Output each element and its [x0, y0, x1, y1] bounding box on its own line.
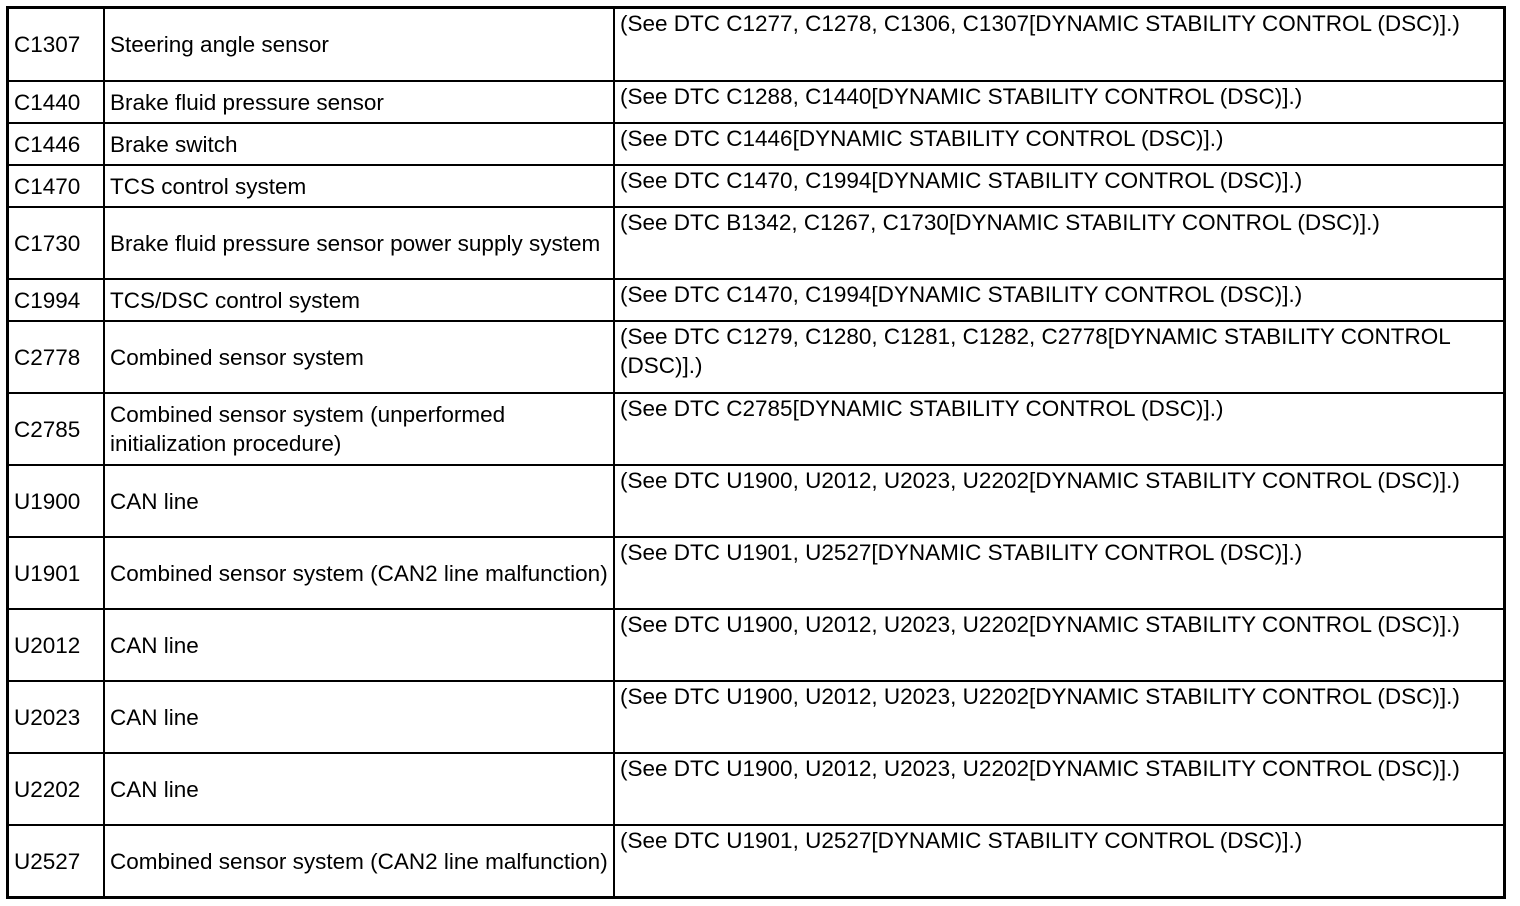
table-row: [9, 465, 1503, 537]
dtc-code-cell: C1307: [9, 9, 104, 81]
dtc-code-cell: C1730: [9, 207, 104, 279]
table-row: [9, 207, 1503, 279]
dtc-name-cell: Steering angle sensor: [104, 9, 614, 81]
dtc-reference-cell: (See DTC C1279, C1280, C1281, C1282, C2778[DYNAMIC STABILITY CONTROL (DSC)].): [614, 321, 1503, 393]
table-row: [9, 753, 1503, 825]
table-row: [9, 825, 1503, 897]
dtc-code-cell: C1470: [9, 165, 104, 207]
dtc-name-cell: Combined sensor system: [104, 321, 614, 393]
dtc-reference-cell: (See DTC U1900, U2012, U2023, U2202[DYNAMIC STABILITY CONTROL (DSC)].): [614, 465, 1503, 537]
dtc-reference-cell: (See DTC C1288, C1440[DYNAMIC STABILITY CONTROL (DSC)].): [614, 81, 1503, 123]
dtc-code-cell: C1440: [9, 81, 104, 123]
dtc-name-cell: CAN line: [104, 681, 614, 753]
table-row: [9, 321, 1503, 393]
dtc-reference-cell: (See DTC U1900, U2012, U2023, U2202[DYNAMIC STABILITY CONTROL (DSC)].): [614, 753, 1503, 825]
table-row: [9, 681, 1503, 753]
table-row: [9, 9, 1503, 81]
dtc-reference-cell: (See DTC C2785[DYNAMIC STABILITY CONTROL (DSC)].): [614, 393, 1503, 465]
dtc-code-cell: U2527: [9, 825, 104, 897]
dtc-table-frame: [6, 6, 1506, 899]
dtc-name-cell: Combined sensor system (CAN2 line malfunction): [104, 537, 614, 609]
table-row: [9, 279, 1503, 321]
dtc-code-cell: C1446: [9, 123, 104, 165]
dtc-reference-cell: (See DTC U1901, U2527[DYNAMIC STABILITY CONTROL (DSC)].): [614, 825, 1503, 897]
dtc-reference-cell: (See DTC C1446[DYNAMIC STABILITY CONTROL (DSC)].): [614, 123, 1503, 165]
dtc-reference-cell: (See DTC C1470, C1994[DYNAMIC STABILITY CONTROL (DSC)].): [614, 165, 1503, 207]
dtc-code-cell: U2202: [9, 753, 104, 825]
dtc-code-cell: U2012: [9, 609, 104, 681]
dtc-reference-cell: (See DTC U1900, U2012, U2023, U2202[DYNAMIC STABILITY CONTROL (DSC)].): [614, 609, 1503, 681]
table-row: [9, 537, 1503, 609]
dtc-name-cell: Brake fluid pressure sensor: [104, 81, 614, 123]
dtc-reference-cell: (See DTC C1470, C1994[DYNAMIC STABILITY CONTROL (DSC)].): [614, 279, 1503, 321]
table-row: [9, 81, 1503, 123]
table-row: [9, 123, 1503, 165]
dtc-reference-cell: (See DTC U1901, U2527[DYNAMIC STABILITY CONTROL (DSC)].): [614, 537, 1503, 609]
dtc-name-cell: Combined sensor system (unperformed initialization procedure): [104, 393, 614, 465]
dtc-reference-cell: (See DTC C1277, C1278, C1306, C1307[DYNAMIC STABILITY CONTROL (DSC)].): [614, 9, 1503, 81]
dtc-table: [9, 9, 1503, 897]
dtc-name-cell: Combined sensor system (CAN2 line malfunction): [104, 825, 614, 897]
dtc-reference-cell: (See DTC U1900, U2012, U2023, U2202[DYNAMIC STABILITY CONTROL (DSC)].): [614, 681, 1503, 753]
dtc-name-cell: TCS/DSC control system: [104, 279, 614, 321]
dtc-name-cell: Brake fluid pressure sensor power supply system: [104, 207, 614, 279]
table-row: [9, 609, 1503, 681]
dtc-name-cell: TCS control system: [104, 165, 614, 207]
dtc-code-cell: U2023: [9, 681, 104, 753]
dtc-code-cell: C2785: [9, 393, 104, 465]
table-row: [9, 393, 1503, 465]
dtc-reference-cell: (See DTC B1342, C1267, C1730[DYNAMIC STABILITY CONTROL (DSC)].): [614, 207, 1503, 279]
table-row: [9, 165, 1503, 207]
dtc-name-cell: CAN line: [104, 753, 614, 825]
dtc-code-cell: U1901: [9, 537, 104, 609]
dtc-code-cell: C2778: [9, 321, 104, 393]
dtc-name-cell: Brake switch: [104, 123, 614, 165]
dtc-code-cell: C1994: [9, 279, 104, 321]
dtc-name-cell: CAN line: [104, 465, 614, 537]
dtc-code-cell: U1900: [9, 465, 104, 537]
dtc-name-cell: CAN line: [104, 609, 614, 681]
